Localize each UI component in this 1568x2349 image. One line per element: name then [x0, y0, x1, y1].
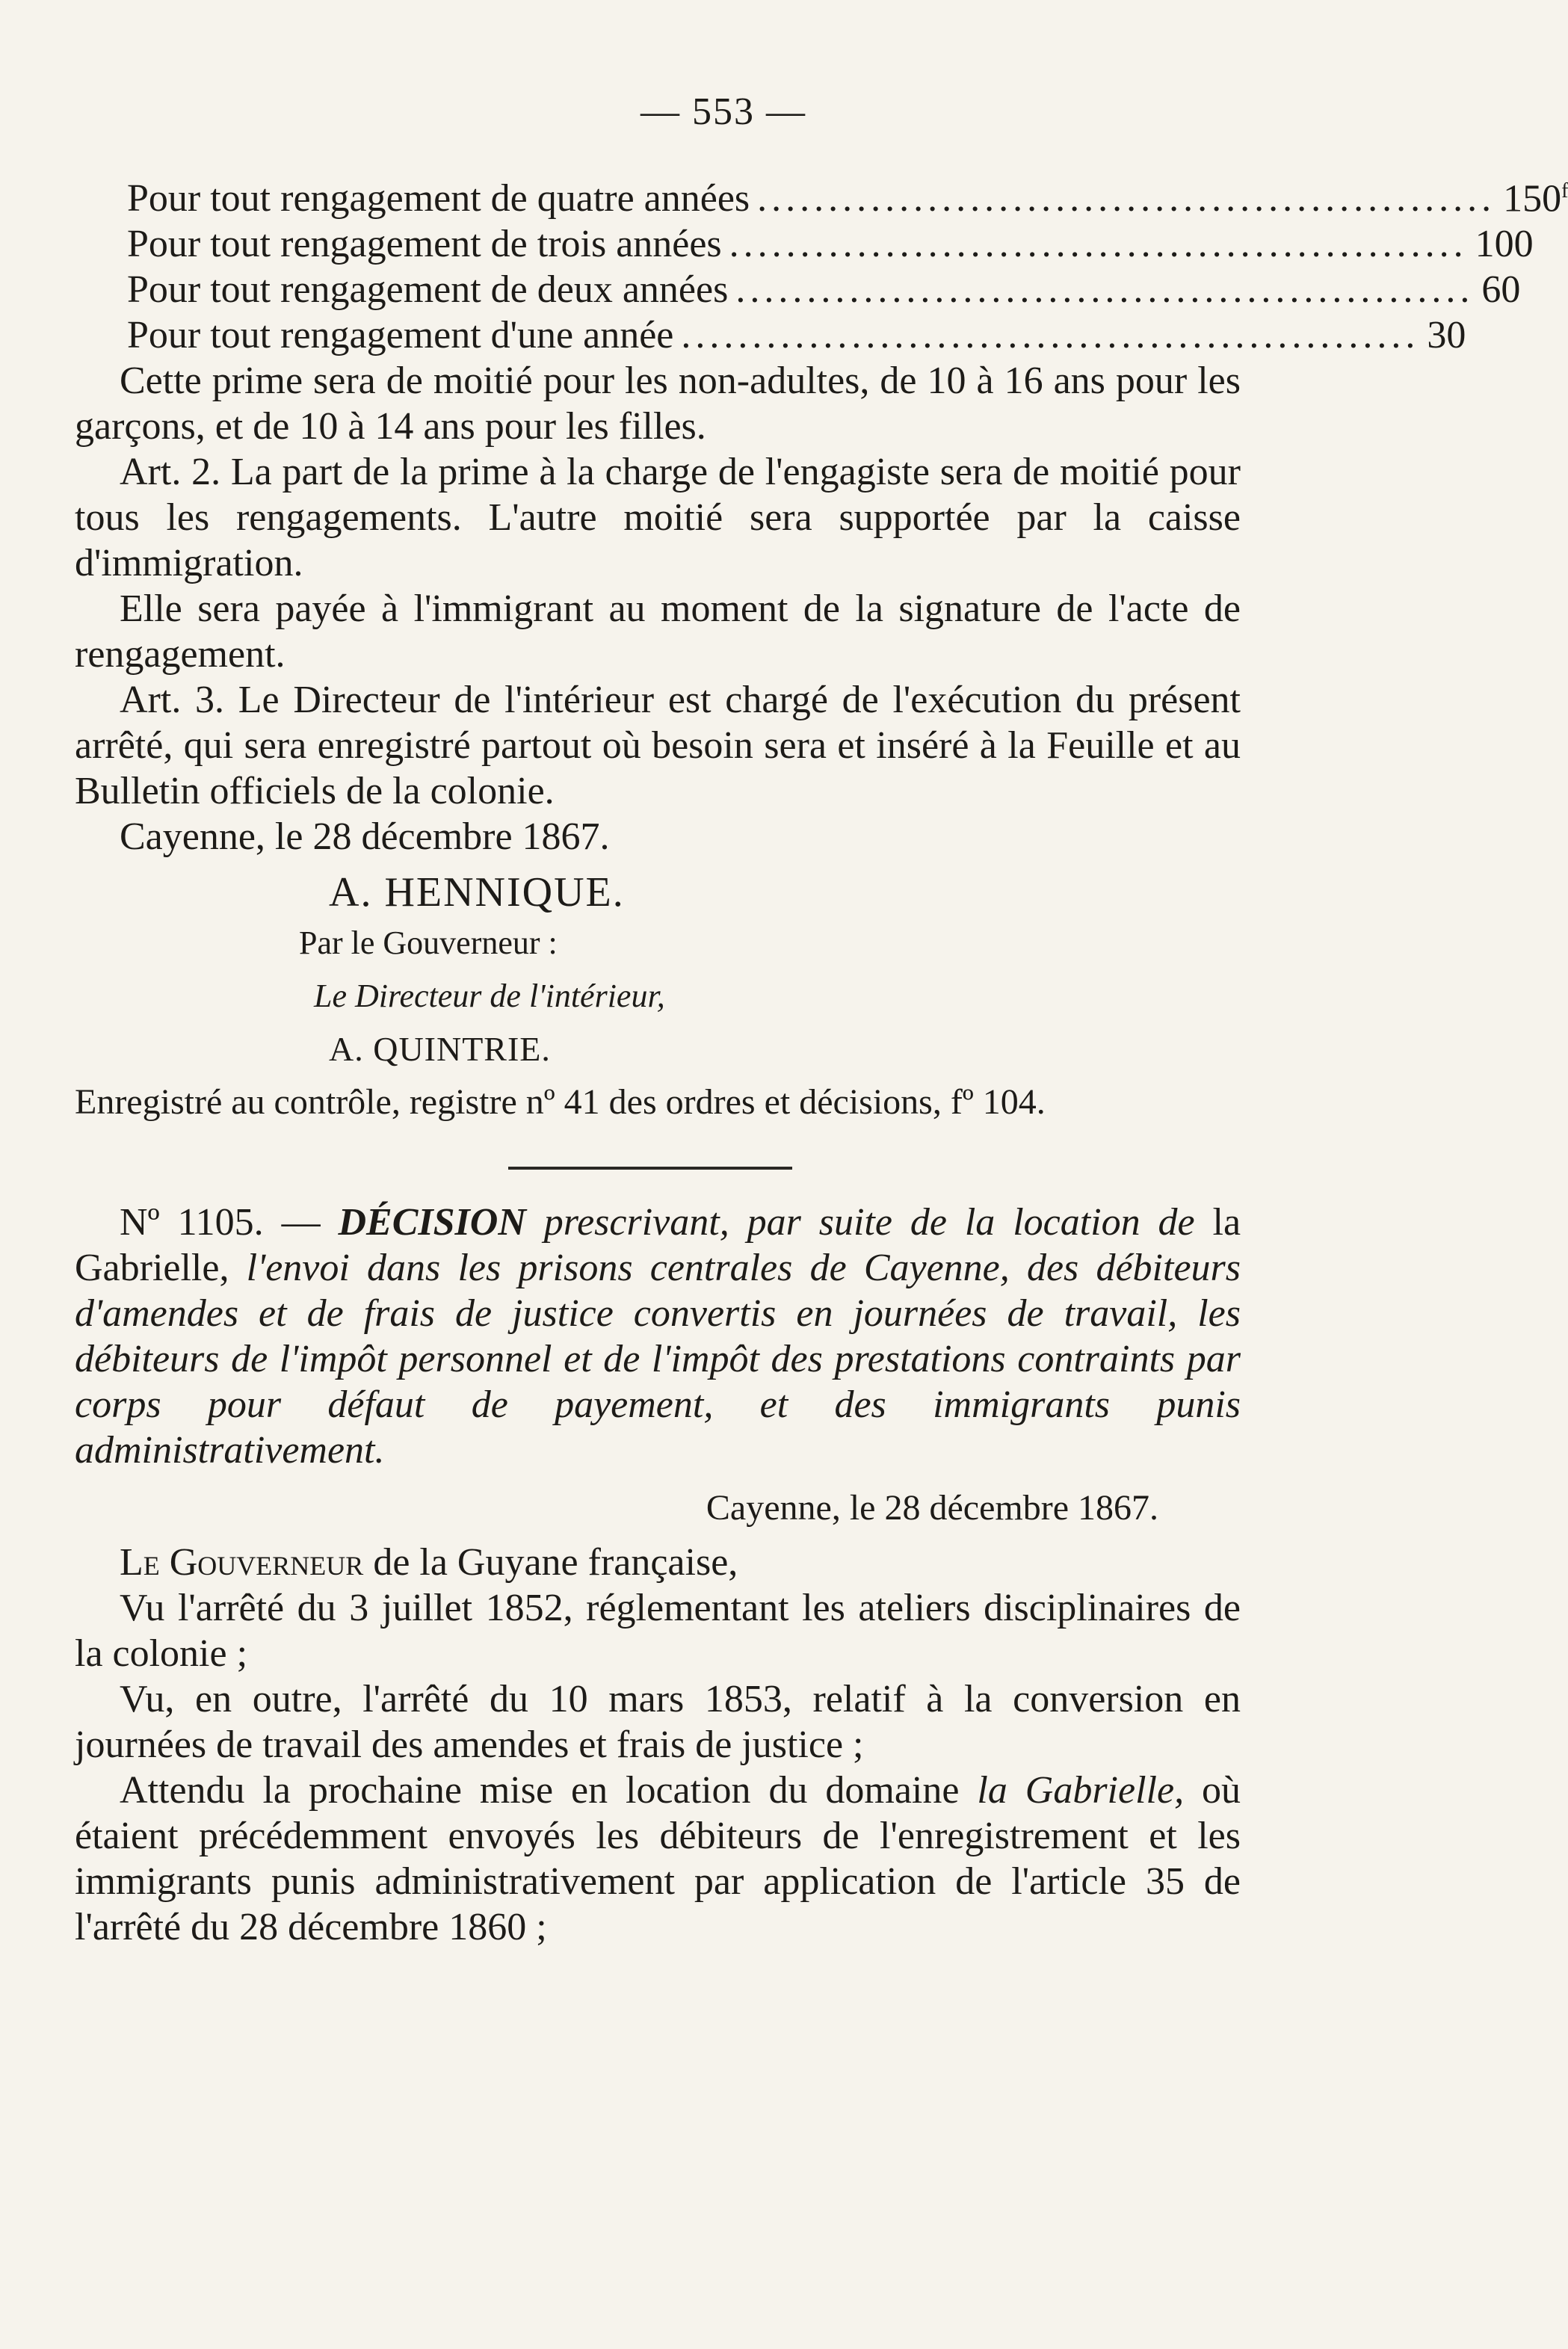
bounty-list [75, 168, 1568, 1950]
attendu-place: la Gabrielle, [977, 1769, 1185, 1812]
paragraph-nonadults: Cette prime sera de moitié pour les non-adultes, de 10 à 16 ans pour les garçons, et de 10 à 14 ans pour les filles. [75, 359, 1241, 448]
dot-leader: .................................................... [757, 177, 1496, 220]
bounty-label: Pour tout rengagement de trois années [127, 223, 722, 266]
decision-title-part2: l'envoi dans les prisons centrales de Cayenne, des débiteurs d'amendes et de frais de justice convertis en journées de travail, les débiteurs de l'impôt personnel et de l'impôt des prestations contraints par corps pour défaut de payement, et des immigrants punis administrativement. [75, 1247, 1241, 1472]
bounty-row [75, 168, 1568, 221]
decision-header [75, 1200, 1241, 1473]
bounty-amount: 150$^f$ [1503, 177, 1568, 220]
attendu-paragraph [75, 1768, 1241, 1950]
decision-title: DÉCISION [338, 1201, 526, 1244]
registration-note: Enregistré au contrôle, registre nº 41 des ordres et décisions, fº 104. [75, 1082, 1046, 1123]
governor-rest: de la Guyane française, [373, 1541, 738, 1584]
date-line: Cayenne, le 28 décembre 1867. [120, 815, 610, 859]
bounty-amount: 100 [1475, 223, 1534, 266]
dash: — [281, 1201, 321, 1244]
signature-governor: A. HENNIQUE. [329, 869, 625, 916]
bounty-amount: 60 [1481, 268, 1521, 312]
section-divider [508, 1167, 792, 1170]
signature-by: Par le Gouverneur : [299, 925, 558, 962]
signature-role: Le Directeur de l'intérieur, [314, 978, 665, 1015]
bounty-row [75, 221, 1534, 267]
signature-director: A. QUINTRIE. [329, 1030, 551, 1069]
decision-title-part1: prescrivant, par suite de la location de [543, 1201, 1195, 1244]
page-number: — 553 — [641, 90, 806, 133]
paragraph-payment: Elle sera payée à l'immigrant au moment de la signature de l'acte de rengagement. [75, 587, 1241, 676]
currency-unit: f [1561, 179, 1568, 203]
paragraph-art2: Art. 2. La part de la prime à la charge de l'engagiste sera de moitié pour tous les rengagements. L'autre moitié sera supportée par la caisse d'immigration. [75, 451, 1241, 585]
attendu-rest: où étaient précédemment envoyés les débiteurs de l'enregistrement et les immigrants punis administrativement par application de l'article 35 de l'arrêté du 28 décembre 1860 ; [75, 1769, 1241, 1949]
governor-label: Le Gouverneur [120, 1541, 364, 1584]
vu-paragraph-1: Vu l'arrêté du 3 juillet 1852, réglementant les ateliers disciplinaires de la colonie ; [75, 1587, 1241, 1676]
vu-paragraph-2: Vu, en outre, l'arrêté du 10 mars 1853, relatif à la conversion en journées de travail des amendes et frais de justice ; [75, 1678, 1241, 1767]
dot-leader: .................................................... [735, 268, 1475, 312]
attendu-start: Attendu la prochaine mise en location du domaine [120, 1769, 960, 1812]
decision-date: Cayenne, le 28 décembre 1867. [706, 1488, 1158, 1528]
paragraph-art3: Art. 3. Le Directeur de l'intérieur est chargé de l'exécution du présent arrêté, qui sera enregistré partout où besoin sera et inséré à la Feuille et au Bulletin officiels de la colonie. [75, 679, 1241, 813]
bounty-label: Pour tout rengagement d'une année [127, 314, 674, 357]
bounty-row [75, 312, 1466, 358]
decision-number: Nº 1105. [120, 1201, 264, 1244]
bounty-row [75, 267, 1521, 312]
bounty-label: Pour tout rengagement de deux années [127, 268, 729, 312]
governor-line [75, 1540, 1241, 1585]
dot-leader: .................................................... [729, 223, 1468, 266]
bounty-amount: 30 [1427, 314, 1466, 357]
decision-place: la Gabrielle, [75, 1201, 1241, 1290]
bounty-label: Pour tout rengagement de quatre années [127, 177, 750, 220]
dot-leader: .................................................... [681, 314, 1420, 357]
